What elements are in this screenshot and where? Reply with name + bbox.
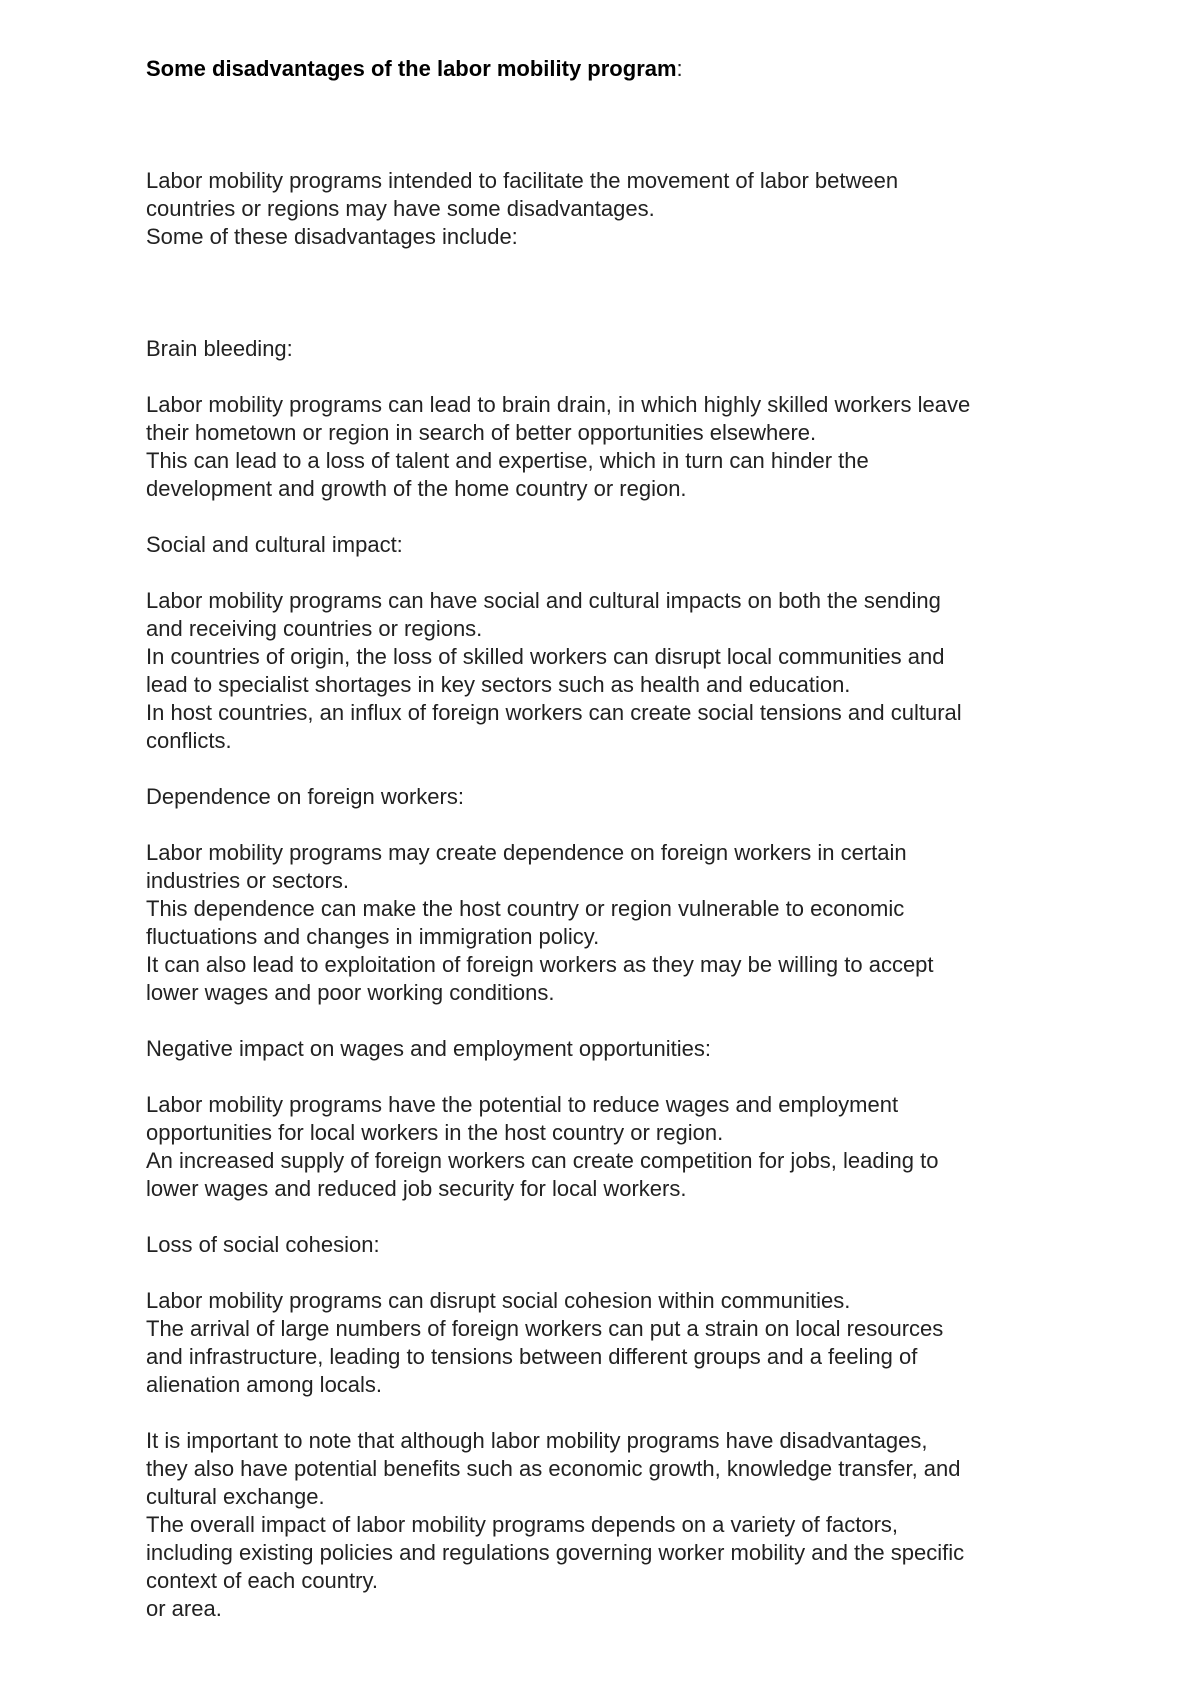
spacer	[146, 251, 1086, 335]
paragraph-line: Labor mobility programs may create dependence on foreign workers in certain	[146, 840, 907, 865]
spacer	[146, 811, 1086, 839]
document-title-suffix: :	[676, 56, 683, 81]
paragraph-line: fluctuations and changes in immigration policy.	[146, 924, 600, 949]
section-social-cultural-impact	[146, 531, 1086, 755]
paragraph-line: development and growth of the home country or region.	[146, 476, 687, 501]
intro-line: countries or regions may have some disadvantages.	[146, 196, 655, 221]
paragraph-line: including existing policies and regulations governing worker mobility and the specific	[146, 1540, 965, 1565]
paragraph-line: An increased supply of foreign workers can create competition for jobs, leading to	[146, 1148, 939, 1173]
section-loss-social-cohesion	[146, 1231, 1086, 1399]
paragraph-line: The overall impact of labor mobility programs depends on a variety of factors,	[146, 1512, 899, 1537]
spacer	[146, 1399, 1086, 1427]
section-heading: Dependence on foreign workers:	[146, 784, 464, 809]
paragraph-line: Labor mobility programs can have social and cultural impacts on both the sending	[146, 588, 941, 613]
paragraph-line: In countries of origin, the loss of skilled workers can disrupt local communities and	[146, 644, 945, 669]
section-heading: Negative impact on wages and employment opportunities:	[146, 1036, 711, 1061]
paragraph-line: industries or sectors.	[146, 868, 349, 893]
paragraph-line: alienation among locals.	[146, 1372, 383, 1397]
conclusion-paragraph	[146, 1427, 1086, 1623]
intro-line: Some of these disadvantages include:	[146, 224, 518, 249]
intro-line: Labor mobility programs intended to facilitate the movement of labor between	[146, 168, 899, 193]
paragraph-line: In host countries, an influx of foreign workers can create social tensions and cultural	[146, 700, 962, 725]
paragraph-line: It can also lead to exploitation of foreign workers as they may be willing to accept	[146, 952, 934, 977]
spacer	[146, 1063, 1086, 1091]
paragraph-line: lower wages and reduced job security for local workers.	[146, 1176, 687, 1201]
paragraph-line: Labor mobility programs can disrupt social cohesion within communities.	[146, 1288, 851, 1313]
spacer	[146, 1259, 1086, 1287]
section-heading: Brain bleeding:	[146, 336, 293, 361]
spacer	[146, 755, 1086, 783]
spacer	[146, 363, 1086, 391]
section-brain-bleeding	[146, 335, 1086, 503]
paragraph-line: lower wages and poor working conditions.	[146, 980, 555, 1005]
section-dependence-foreign-workers	[146, 783, 1086, 1007]
paragraph-line: conflicts.	[146, 728, 232, 753]
document-title	[146, 55, 1086, 83]
section-heading: Social and cultural impact:	[146, 532, 403, 557]
paragraph-line: cultural exchange.	[146, 1484, 325, 1509]
document-page	[146, 55, 1086, 1623]
spacer	[146, 559, 1086, 587]
section-heading: Loss of social cohesion:	[146, 1232, 380, 1257]
paragraph-line: lead to specialist shortages in key sectors such as health and education.	[146, 672, 851, 697]
paragraph-line: This can lead to a loss of talent and expertise, which in turn can hinder the	[146, 448, 869, 473]
spacer	[146, 503, 1086, 531]
spacer	[146, 1007, 1086, 1035]
document-title-bold: Some disadvantages of the labor mobility program	[146, 56, 677, 81]
paragraph-line: or area.	[146, 1596, 222, 1621]
paragraph-line: opportunities for local workers in the host country or region.	[146, 1120, 724, 1145]
intro-paragraph	[146, 167, 1086, 251]
paragraph-line: their hometown or region in search of better opportunities elsewhere.	[146, 420, 817, 445]
paragraph-line: This dependence can make the host country or region vulnerable to economic	[146, 896, 905, 921]
paragraph-line: and infrastructure, leading to tensions between different groups and a feeling of	[146, 1344, 918, 1369]
section-negative-impact-wages	[146, 1035, 1086, 1203]
paragraph-line: Labor mobility programs have the potential to reduce wages and employment	[146, 1092, 899, 1117]
spacer	[146, 83, 1086, 167]
paragraph-line: It is important to note that although labor mobility programs have disadvantages,	[146, 1428, 928, 1453]
spacer	[146, 1203, 1086, 1231]
paragraph-line: context of each country.	[146, 1568, 378, 1593]
paragraph-line: Labor mobility programs can lead to brain drain, in which highly skilled workers leave	[146, 392, 971, 417]
paragraph-line: The arrival of large numbers of foreign workers can put a strain on local resources	[146, 1316, 944, 1341]
paragraph-line: they also have potential benefits such as economic growth, knowledge transfer, and	[146, 1456, 961, 1481]
paragraph-line: and receiving countries or regions.	[146, 616, 483, 641]
